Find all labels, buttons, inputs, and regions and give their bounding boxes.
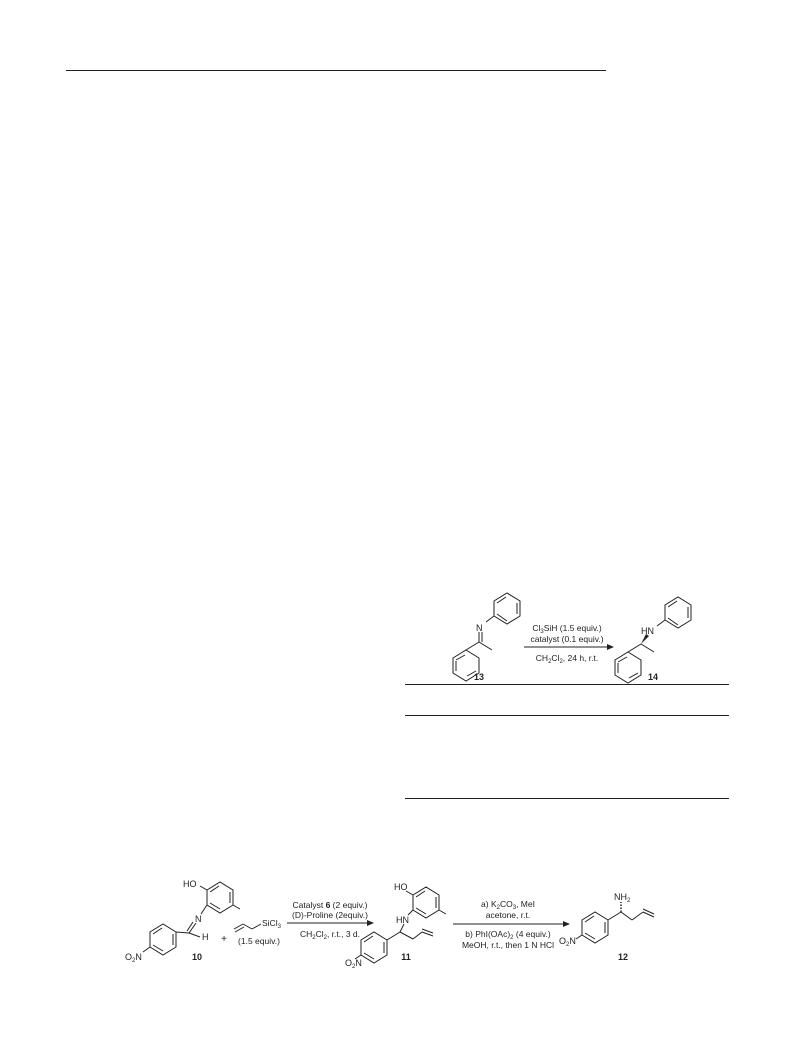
step2-line-1: a) $K_2CO_3$, MeI: [481, 899, 535, 911]
step2-line-3: b) $PhI(OAc)_2$ (4 equiv.): [465, 929, 551, 941]
atom-o2n-12: $O_2N$: [559, 936, 576, 948]
atom-o2n-10: $O_2N$: [125, 952, 142, 964]
step1-line-3: $CH_2Cl_2$, r.t., 3 d.: [299, 929, 361, 941]
conditions-1-line-1: $Cl_3SiH$ (1.5 equiv.): [532, 623, 602, 635]
allylsilane-formula: SiCl$_3$: [262, 918, 281, 930]
atom-nh2-12: $NH_2$: [614, 892, 631, 904]
allylsilane-equiv: (1.5 equiv.): [238, 936, 280, 946]
reaction-arrowhead-2: [367, 920, 374, 926]
step1-line-1: Catalyst 6 (2 equiv.): [292, 900, 368, 910]
conditions-1-line-2: catalyst (0.1 equiv.): [530, 634, 604, 644]
allylsilane-structure: [234, 924, 261, 932]
atom-h-10: H: [202, 932, 209, 942]
atom-n-13: N: [476, 623, 483, 633]
compound-label-12: 12: [617, 952, 629, 962]
step2-line-2: acetone, r.t.: [485, 910, 531, 920]
amine-12-structure: [576, 909, 654, 943]
atom-ho-11: HO: [394, 882, 408, 892]
atom-n-10: N: [195, 914, 202, 924]
plus-sign: +: [221, 934, 227, 945]
compound-label-14: 14: [647, 672, 659, 682]
atom-hn-14: HN: [641, 626, 654, 636]
compound-label-11: 11: [401, 952, 411, 962]
atom-hn-11: HN: [396, 915, 409, 925]
step1-line-2: (D)-Proline (2equiv.): [292, 910, 368, 920]
atom-o2n-11: $O_2N$: [345, 958, 362, 970]
conditions-1-line-3: $CH_2Cl_2$, 24 h, r.t.: [535, 653, 599, 665]
compound-label-13: 13: [473, 672, 485, 682]
reaction-arrowhead-3: [563, 921, 570, 927]
atom-ho-10: HO: [183, 879, 197, 889]
step2-line-4: MeOH, r.t., then 1 N HCl: [461, 940, 555, 950]
compound-label-10: 10: [191, 952, 203, 962]
